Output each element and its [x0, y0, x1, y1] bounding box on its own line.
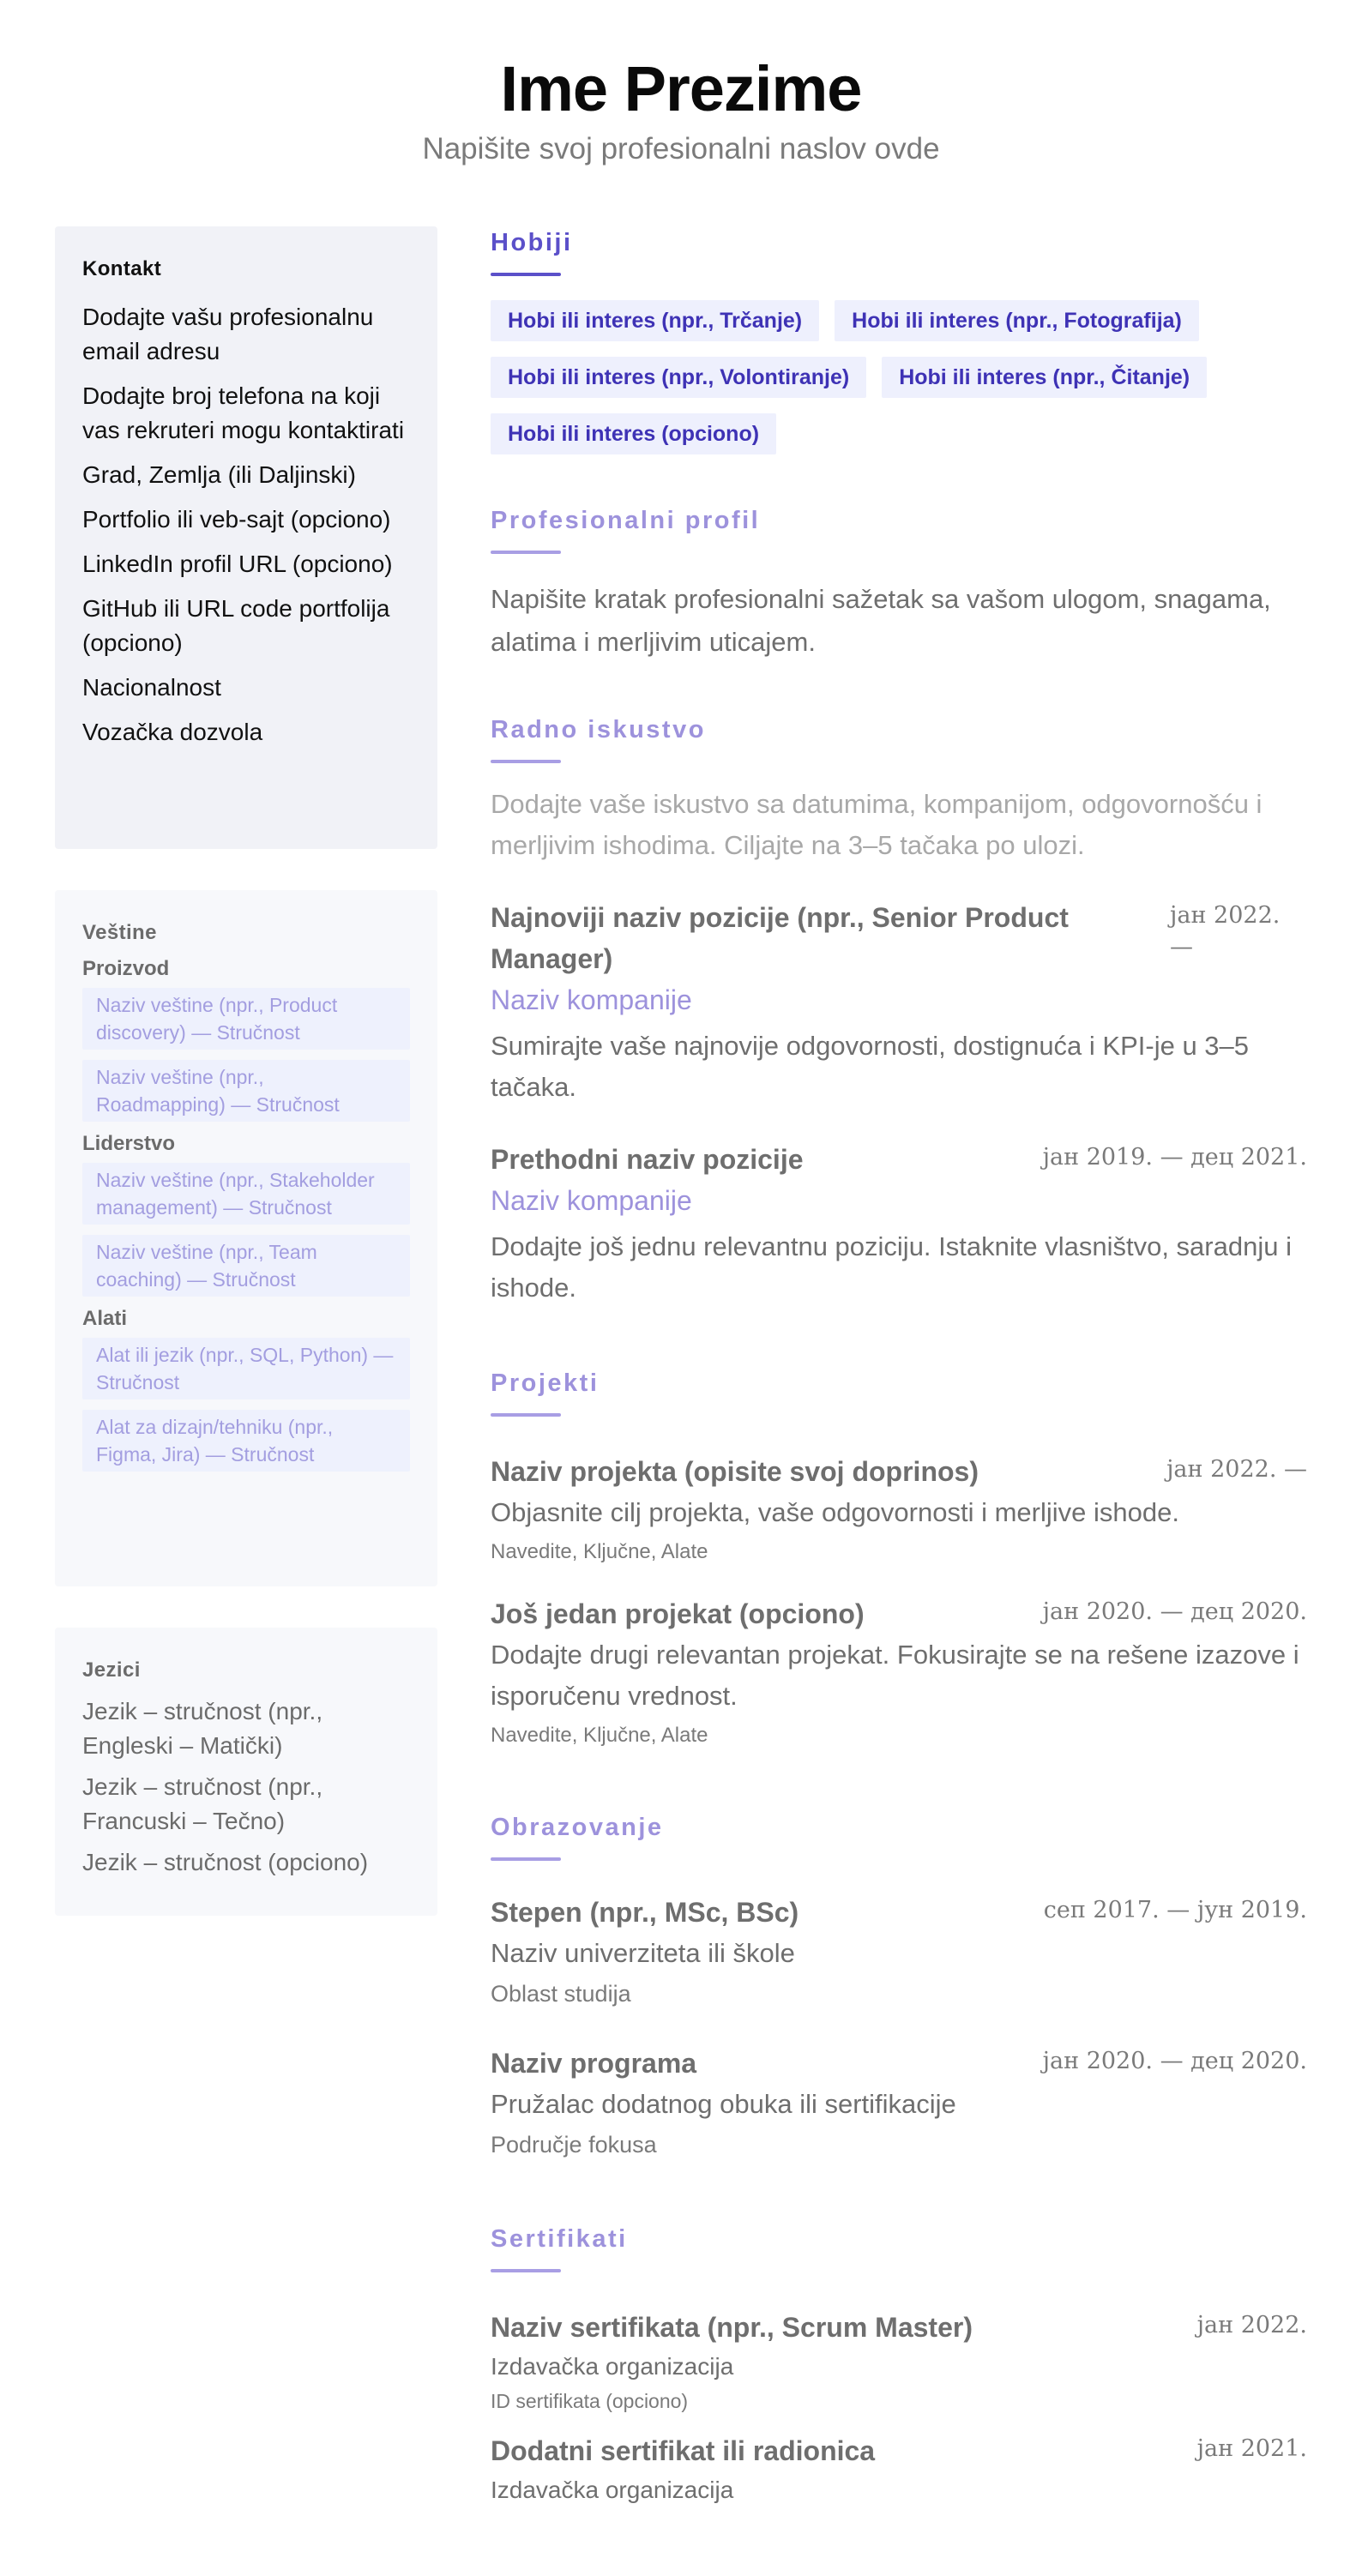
hobby-tags: [491, 300, 1307, 454]
languages-card: [55, 1628, 437, 1916]
certificate-id: ID sertifikata (opciono): [491, 2390, 689, 2412]
contact-driving-license: Vozačka dozvola: [82, 719, 263, 745]
section-title-education: Obrazovanje: [491, 1814, 664, 1841]
sidebar: [55, 226, 437, 1916]
full-name: Ime Prezime: [500, 53, 862, 124]
contact-portfolio: Portfolio ili veb-sajt (opciono): [82, 506, 391, 533]
certificate-entry: [491, 2430, 1307, 2509]
project-entry: [491, 1451, 1307, 1569]
project-description: Dodajte drugi relevantan projekat. Fokusirajte se na rešene izazove i isporučenu vrednost.: [491, 1640, 1299, 1711]
contact-location: Grad, Zemlja (ili Daljinski): [82, 461, 356, 488]
language-item: Jezik – stručnost (npr., Francuski – Tečno): [82, 1773, 323, 1834]
job-date: јан 2019. — дец 2021.: [1042, 1144, 1307, 1171]
contact-nationality: Nacionalnost: [82, 674, 221, 701]
skill-group-title: Proizvod: [82, 957, 170, 980]
project-description: Objasnite cilj projekta, vaše odgovornosti i merljive ishode.: [491, 1497, 1179, 1527]
experience-section: [491, 713, 1307, 1309]
project-title: Još jedan projekat (opciono): [491, 1598, 865, 1629]
contact-linkedin: LinkedIn profil URL (opciono): [82, 551, 393, 577]
degree-title: Naziv programa: [491, 2048, 697, 2079]
resume-header: [0, 51, 1362, 168]
section-divider: [491, 273, 561, 276]
skill-item: Naziv veštine (npr., Team coaching) — Stručnost: [82, 1235, 410, 1297]
languages-title: Jezici: [82, 1658, 141, 1682]
experience-entry: [491, 897, 1307, 1108]
skill-item: Alat za dizajn/tehniku (npr., Figma, Jira) — Stručnost: [82, 1410, 410, 1472]
section-title-experience: Radno iskustvo: [491, 716, 706, 743]
skill-item: Alat ili jezik (npr., SQL, Python) — Stručnost: [82, 1338, 410, 1399]
education-entry: [491, 2043, 1307, 2164]
section-title-projects: Projekti: [491, 1369, 600, 1397]
profile-summary: Napišite kratak profesionalni sažetak sa vašom ulogom, snagama, alatima i merljivim uticajem.: [491, 584, 1271, 657]
project-date: јан 2022. —: [1166, 1456, 1307, 1483]
education-section: [491, 1811, 1307, 2164]
section-divider: [491, 760, 561, 763]
job-date: [1170, 897, 1307, 960]
skill-group-title: Alati: [82, 1307, 128, 1330]
certificate-issuer: Izdavačka organizacija: [491, 2477, 734, 2503]
hobby-tag: Hobi ili interes (npr., Trčanje): [491, 300, 819, 341]
contact-title: Kontakt: [82, 257, 162, 280]
section-divider: [491, 1413, 561, 1417]
skill-group-title: Liderstvo: [82, 1132, 176, 1155]
certificate-date: јан 2021.: [1196, 2435, 1307, 2462]
degree-title: Stepen (npr., MSc, BSc): [491, 1897, 799, 1928]
profile-section: [491, 504, 1307, 664]
job-title: Prethodni naziv pozicije: [491, 1144, 804, 1175]
education-date: сеп 2017. — јун 2019.: [1043, 1897, 1307, 1923]
main-column: [491, 226, 1307, 2509]
language-item: Jezik – stručnost (opciono): [82, 1849, 369, 1875]
hobby-tag: Hobi ili interes (opciono): [491, 413, 776, 454]
section-divider: [491, 1857, 561, 1861]
professional-headline: Napišite svoj profesionalni naslov ovde: [422, 132, 940, 166]
skills-card: [55, 890, 437, 1586]
institution-name: Naziv univerziteta ili škole: [491, 1938, 795, 1968]
field-of-study: Oblast studija: [491, 1981, 631, 2007]
hobby-tag: Hobi ili interes (npr., Fotografija): [835, 300, 1199, 341]
contact-email: Dodajte vašu profesionalnu email adresu: [82, 304, 374, 364]
certificate-date: јан 2022.: [1196, 2312, 1307, 2338]
certificate-title: Naziv sertifikata (npr., Scrum Master): [491, 2312, 973, 2343]
project-tags: Navedite, Ključne, Alate: [491, 1540, 708, 1563]
project-title: Naziv projekta (opisite svoj doprinos): [491, 1456, 979, 1487]
job-date-start: јан 2022.: [1170, 902, 1281, 929]
job-description: Sumirajte vaše najnovije odgovornosti, dostignuća i KPI-je u 3–5 tačaka.: [491, 1031, 1250, 1102]
hobby-tag: Hobi ili interes (npr., Čitanje): [882, 357, 1207, 398]
education-date: јан 2020. — дец 2020.: [1042, 2048, 1307, 2074]
education-entry: [491, 1892, 1307, 2013]
language-item: Jezik – stručnost (npr., Engleski – Matički): [82, 1698, 323, 1759]
company-name: Naziv kompanije: [491, 984, 692, 1015]
skills-title: Veštine: [82, 921, 157, 944]
section-divider: [491, 2269, 561, 2272]
experience-entry: [491, 1139, 1307, 1309]
projects-section: [491, 1367, 1307, 1753]
hobby-tag: Hobi ili interes (npr., Volontiranje): [491, 357, 866, 398]
project-tags: Navedite, Ključne, Alate: [491, 1724, 708, 1747]
certificate-title: Dodatni sertifikat ili radionica: [491, 2435, 876, 2466]
section-divider: [491, 551, 561, 554]
contact-github: GitHub ili URL code portfolija (opciono): [82, 595, 390, 656]
field-of-study: Područje fokusa: [491, 2132, 657, 2158]
experience-intro: Dodajte vaše iskustvo sa datumima, kompanijom, odgovornošću i merljivim ishodima. Ciljajte na 3–5 tačaka po ulozi.: [491, 789, 1263, 860]
skill-item: Naziv veštine (npr., Roadmapping) — Stručnost: [82, 1060, 410, 1122]
certificates-section: [491, 2223, 1307, 2509]
company-name: Naziv kompanije: [491, 1185, 692, 1216]
job-title: Najnoviji naziv pozicije (npr., Senior Product Manager): [491, 902, 1069, 974]
section-title-certificates: Sertifikati: [491, 2225, 628, 2253]
hobbies-section: [491, 226, 1307, 454]
section-title-profile: Profesionalni profil: [491, 507, 761, 534]
project-entry: [491, 1593, 1307, 1753]
skill-item: Naziv veštine (npr., Product discovery) — Stručnost: [82, 988, 410, 1050]
contact-card: [55, 226, 437, 849]
contact-phone: Dodajte broj telefona na koji vas rekruteri mogu kontaktirati: [82, 382, 405, 443]
certificate-entry: [491, 2307, 1307, 2417]
project-date: јан 2020. — дец 2020.: [1042, 1598, 1307, 1625]
job-date-separator: —: [1170, 934, 1193, 960]
section-title-hobbies: Hobiji: [491, 229, 573, 256]
institution-name: Pružalac dodatnog obuka ili sertifikacije: [491, 2089, 956, 2119]
certificate-issuer: Izdavačka organizacija: [491, 2353, 734, 2380]
job-description: Dodajte još jednu relevantnu poziciju. Istaknite vlasništvo, saradnju i ishode.: [491, 1231, 1292, 1303]
skill-item: Naziv veštine (npr., Stakeholder management) — Stručnost: [82, 1163, 410, 1225]
